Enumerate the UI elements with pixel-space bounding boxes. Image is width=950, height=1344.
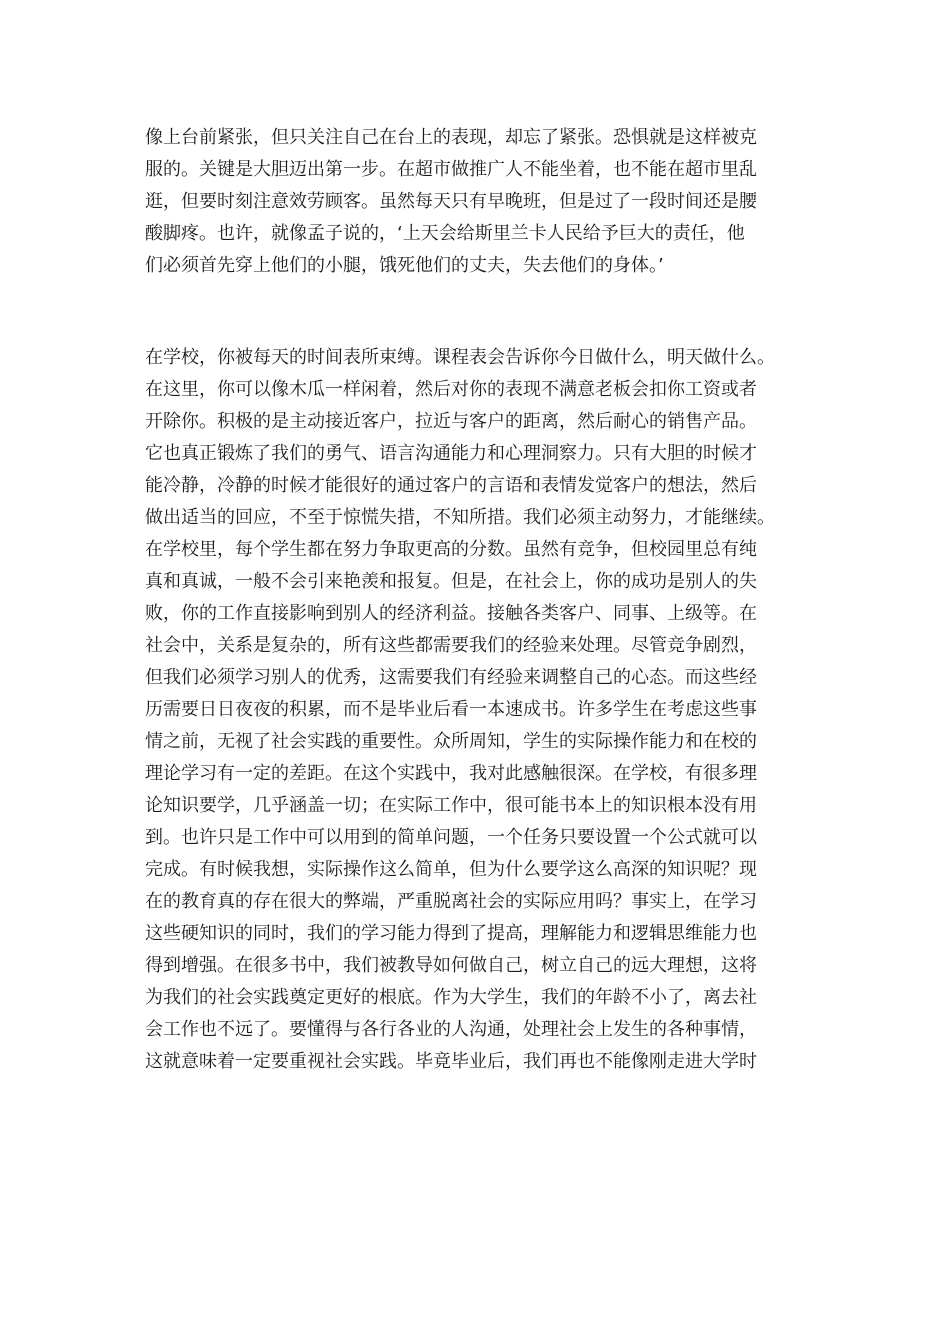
text-line: 在这里，你可以像木瓜一样闲着，然后对你的表现不满意老板会扣你工资或者 bbox=[145, 379, 757, 400]
text-line: 社会中，关系是复杂的，所有这些都需要我们的经验来处理。尽管竞争剧烈， bbox=[145, 635, 757, 656]
text-line: 完成。有时候我想，实际操作这么简单，但为什么要学这么高深的知识呢？现 bbox=[145, 859, 757, 880]
text-line: 酸脚疼。也许，就像孟子说的，‘上天会给斯里兰卡人民给予巨大的责任，他 bbox=[145, 223, 745, 244]
text-line: 在的教育真的存在很大的弊端，严重脱离社会的实际应用吗？事实上，在学习 bbox=[145, 891, 757, 912]
text-line: 真和真诚，一般不会引来艳羡和报复。但是，在社会上，你的成功是别人的失 bbox=[145, 571, 757, 592]
text-line: 情之前，无视了社会实践的重要性。众所周知，学生的实际操作能力和在校的 bbox=[145, 731, 757, 752]
text-line: 开除你。积极的是主动接近客户，拉近与客户的距离，然后耐心的销售产品。 bbox=[145, 411, 757, 432]
text-line: 这就意味着一定要重视社会实践。毕竟毕业后，我们再也不能像刚走进大学时 bbox=[145, 1051, 757, 1072]
paragraph-1 bbox=[145, 122, 810, 282]
text-line: 这些硬知识的同时，我们的学习能力得到了提高，理解能力和逻辑思维能力也 bbox=[145, 923, 757, 944]
text-line: 服的。关键是大胆迈出第一步。在超市做推广人不能坐着，也不能在超市里乱 bbox=[145, 159, 757, 180]
text-line: 能冷静，冷静的时候才能很好的通过客户的言语和表情发觉客户的想法，然后 bbox=[145, 475, 757, 496]
text-line: 得到增强。在很多书中，我们被教导如何做自己，树立自己的远大理想，这将 bbox=[145, 955, 757, 976]
text-line: 会工作也不远了。要懂得与各行各业的人沟通，处理社会上发生的各种事情， bbox=[145, 1019, 757, 1040]
paragraph-2 bbox=[145, 342, 810, 1078]
text-line: 理论学习有一定的差距。在这个实践中，我对此感触很深。在学校，有很多理 bbox=[145, 763, 757, 784]
text-line: 做出适当的回应，不至于惊慌失措，不知所措。我们必须主动努力，才能继续。 bbox=[145, 507, 775, 528]
text-line: 为我们的社会实践奠定更好的根底。作为大学生，我们的年龄不小了，离去社 bbox=[145, 987, 757, 1008]
text-line: 逛，但要时刻注意效劳顾客。虽然每天只有早晚班，但是过了一段时间还是腰 bbox=[145, 191, 757, 212]
text-line: 像上台前紧张，但只关注自己在台上的表现，却忘了紧张。恐惧就是这样被克 bbox=[145, 127, 757, 148]
text-line: 在学校里，每个学生都在努力争取更高的分数。虽然有竞争，但校园里总有纯 bbox=[145, 539, 757, 560]
text-line: 败，你的工作直接影响到别人的经济利益。接触各类客户、同事、上级等。在 bbox=[145, 603, 757, 624]
text-line: 它也真正锻炼了我们的勇气、语言沟通能力和心理洞察力。只有大胆的时候才 bbox=[145, 443, 757, 464]
text-line: 论知识要学，几乎涵盖一切；在实际工作中，很可能书本上的知识根本没有用 bbox=[145, 795, 757, 816]
text-line: 但我们必须学习别人的优秀，这需要我们有经验来调整自己的心态。而这些经 bbox=[145, 667, 757, 688]
text-line: 们必须首先穿上他们的小腿，饿死他们的丈夫，失去他们的身体。’ bbox=[145, 255, 664, 276]
text-line: 到。也许只是工作中可以用到的简单问题，一个任务只要设置一个公式就可以 bbox=[145, 827, 757, 848]
text-line: 在学校，你被每天的时间表所束缚。课程表会告诉你今日做什么，明天做什么。 bbox=[145, 347, 775, 368]
text-line: 历需要日日夜夜的积累，而不是毕业后看一本速成书。许多学生在考虑这些事 bbox=[145, 699, 757, 720]
